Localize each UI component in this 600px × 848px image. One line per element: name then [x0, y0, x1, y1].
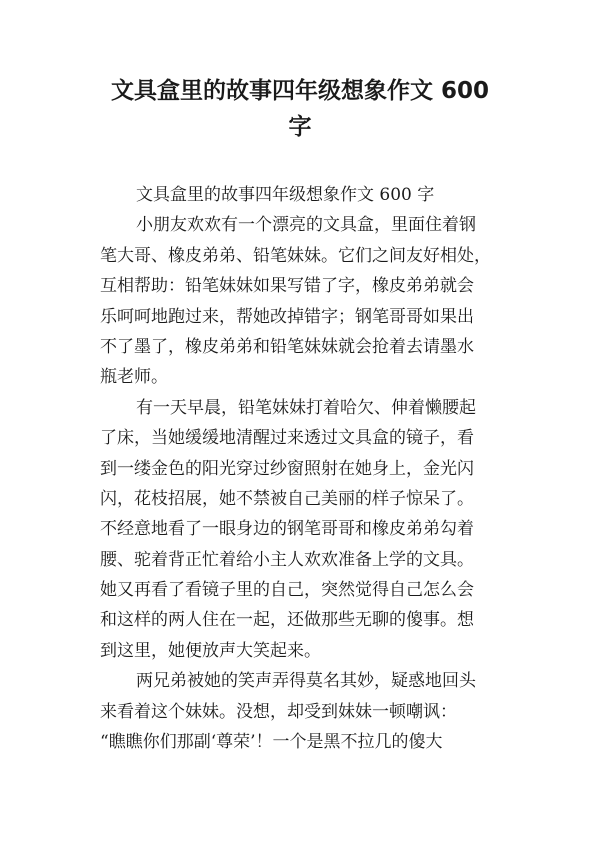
body-line: 不了墨了，橡皮弟弟和铅笔妹妹就会抢着去请墨水: [100, 336, 474, 357]
body-line: 有一天早晨，铅笔妹妹打着哈欠、伸着懒腰起: [136, 397, 476, 418]
body-line: 互相帮助：铅笔妹妹如果写错了字，橡皮弟弟就会: [100, 276, 474, 297]
document-body: [100, 180, 505, 757]
document-title-line-1: 文具盒里的故事四年级想象作文 600: [110, 78, 490, 104]
body-line: 小朋友欢欢有一个漂亮的文具盒，里面住着钢: [136, 215, 476, 236]
body-line: 和这样的两人住在一起，还做那些无聊的傻事。想: [100, 610, 474, 631]
body-line: 来看着这个妹妹。没想，却受到妹妹一顿嘲讽：: [100, 701, 457, 722]
body-line: 瓶老师。: [100, 367, 168, 388]
body-line: “瞧瞧你们那副‘尊荣’！一个是黑不拉几的傻大: [100, 732, 443, 753]
body-line: 闪，花枝招展，她不禁被自己美丽的样子惊呆了。: [100, 488, 474, 509]
body-line: 到一缕金色的阳光穿过纱窗照射在她身上，金光闪: [100, 458, 474, 479]
body-line: 不经意地看了一眼身边的钢笔哥哥和橡皮弟弟勾着: [100, 519, 474, 540]
body-line: 笔大哥、橡皮弟弟、铅笔妹妹。它们之间友好相处，: [100, 245, 491, 266]
body-line: 了床，当她缓缓地清醒过来透过文具盒的镜子，看: [100, 428, 474, 449]
body-line: 乐呵呵地跑过来，帮她改掉错字；钢笔哥哥如果出: [100, 306, 474, 327]
body-line: 两兄弟被她的笑声弄得莫名其妙，疑惑地回头: [136, 671, 476, 692]
document-title-line-2: 字: [288, 114, 312, 140]
body-line: 她又再看了看镜子里的自己，突然觉得自己怎么会: [100, 580, 474, 601]
body-line: 腰、驼着背正忙着给小主人欢欢准备上学的文具。: [100, 549, 474, 570]
body-line: 到这里，她便放声大笑起来。: [100, 640, 321, 661]
body-line: 文具盒里的故事四年级想象作文 600 字: [136, 185, 435, 205]
